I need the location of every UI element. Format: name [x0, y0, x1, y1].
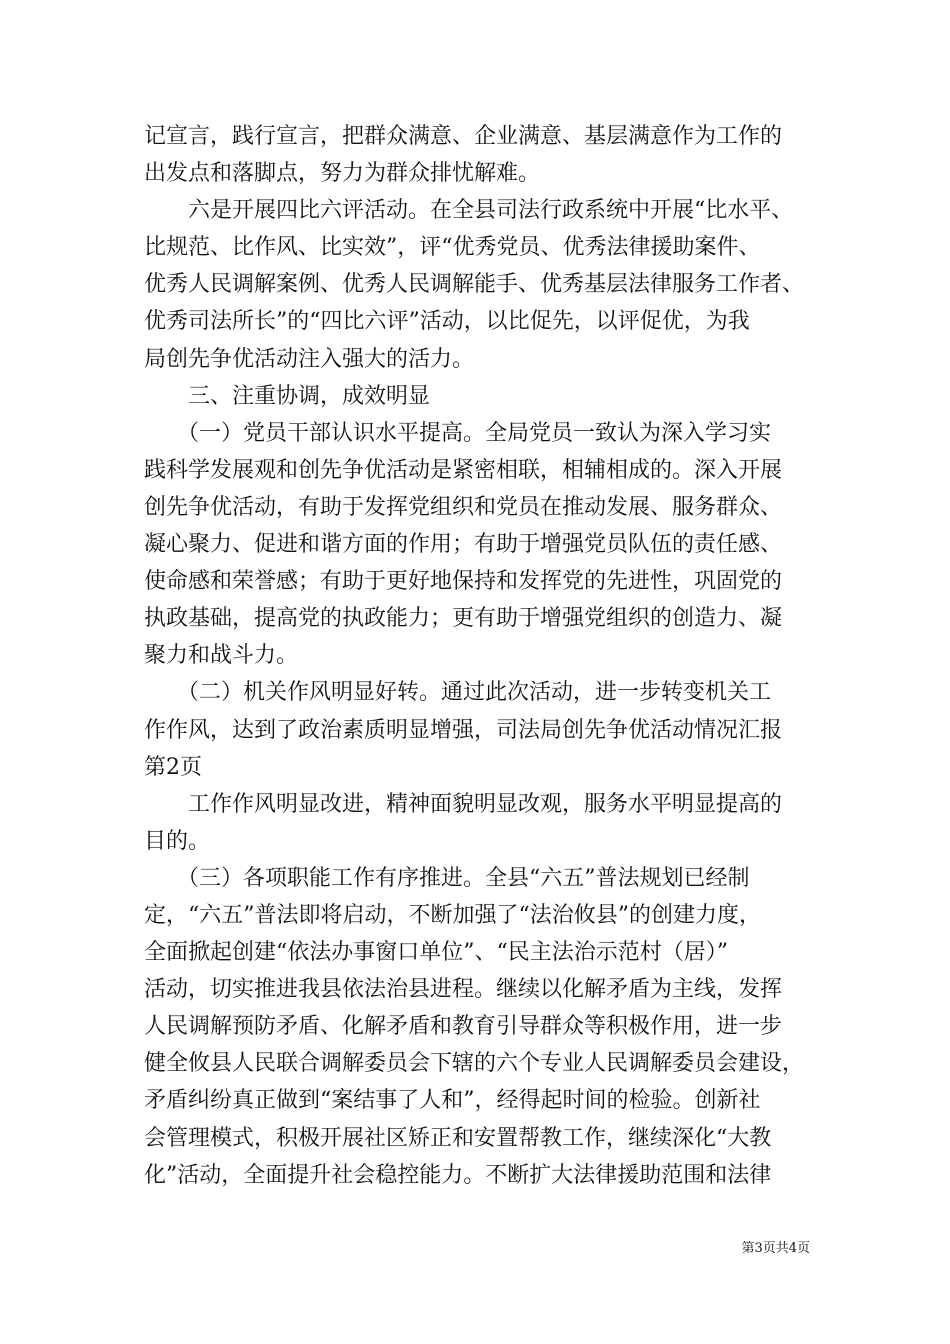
text-line: 全面掀起创建“依法办事窗口单位”、“民主法治示范村（居）”	[144, 940, 728, 966]
body-text	[144, 118, 814, 1194]
text-line: 化”活动，全面提升社会稳控能力。不断扩大法律援助范围和法律	[144, 1162, 772, 1188]
text-line: 局创先争优活动注入强大的活力。	[144, 346, 475, 372]
text-line: 六是开展四比六评活动。在全县司法行政系统中开展“比水平、	[144, 198, 794, 224]
text-line: 记宣言，践行宣言，把群众满意、企业满意、基层满意作为工作的	[144, 124, 783, 149]
text-line: 出发点和落脚点，努力为群众排忧解难。	[144, 161, 541, 187]
text-line: 活动，切实推进我县依法治县进程。继续以化解矛盾为主线，发挥	[144, 977, 783, 1003]
text-line: 第2页	[144, 754, 202, 780]
text-line: 人民调解预防矛盾、化解矛盾和教育引导群众等积极作用，进一步	[144, 1014, 783, 1040]
text-line: 聚力和战斗力。	[144, 643, 299, 669]
text-line: 使命感和荣誉感；有助于更好地保持和发挥党的先进性，巩固党的	[144, 569, 783, 595]
text-line: 优秀人民调解案例、优秀人民调解能手、优秀基层法律服务工作者、	[144, 272, 805, 298]
text-line: 定，“六五”普法即将启动，不断加强了“法治攸县”的创建力度，	[144, 902, 761, 928]
text-line: 健全攸县人民联合调解委员会下辖的六个专业人民调解委员会建设，	[144, 1051, 805, 1077]
text-line: 会管理模式，积极开展社区矫正和安置帮教工作，继续深化“大教	[144, 1125, 772, 1151]
page-footer: 第3页共4页	[741, 1241, 810, 1256]
text-line: 比规范、比作风、比实效”，评“优秀党员、优秀法律援助案件、	[144, 235, 761, 261]
text-line: （二）机关作风明显好转。通过此次活动，进一步转变机关工	[144, 680, 772, 706]
text-line: 作作风，达到了政治素质明显增强，司法局创先争优活动情况汇报	[144, 717, 783, 743]
text-line: 践科学发展观和创先争优活动是紧密相联，相辅相成的。深入开展	[144, 457, 783, 483]
text-line: 工作作风明显改进，精神面貌明显改观，服务水平明显提高的	[144, 791, 783, 817]
text-line: （一）党员干部认识水平提高。全局党员一致认为深入学习实	[144, 420, 772, 446]
text-line: 三、注重协调，成效明显	[144, 383, 431, 409]
text-line: 目的。	[144, 828, 211, 854]
text-line: 凝心聚力、促进和谐方面的作用；有助于增强党员队伍的责任感、	[144, 532, 783, 558]
text-line: 执政基础，提高党的执政能力；更有助于增强党组织的创造力、凝	[144, 606, 783, 632]
text-line: 矛盾纠纷真正做到“案结事了人和”，经得起时间的检验。创新社	[144, 1088, 761, 1114]
text-line: （三）各项职能工作有序推进。全县“六五”普法规划已经制	[144, 865, 750, 891]
text-line: 优秀司法所长”的“四比六评”活动，以比促先，以评促优，为我	[144, 309, 750, 335]
text-line: 创先争优活动，有助于发挥党组织和党员在推动发展、服务群众、	[144, 494, 783, 520]
